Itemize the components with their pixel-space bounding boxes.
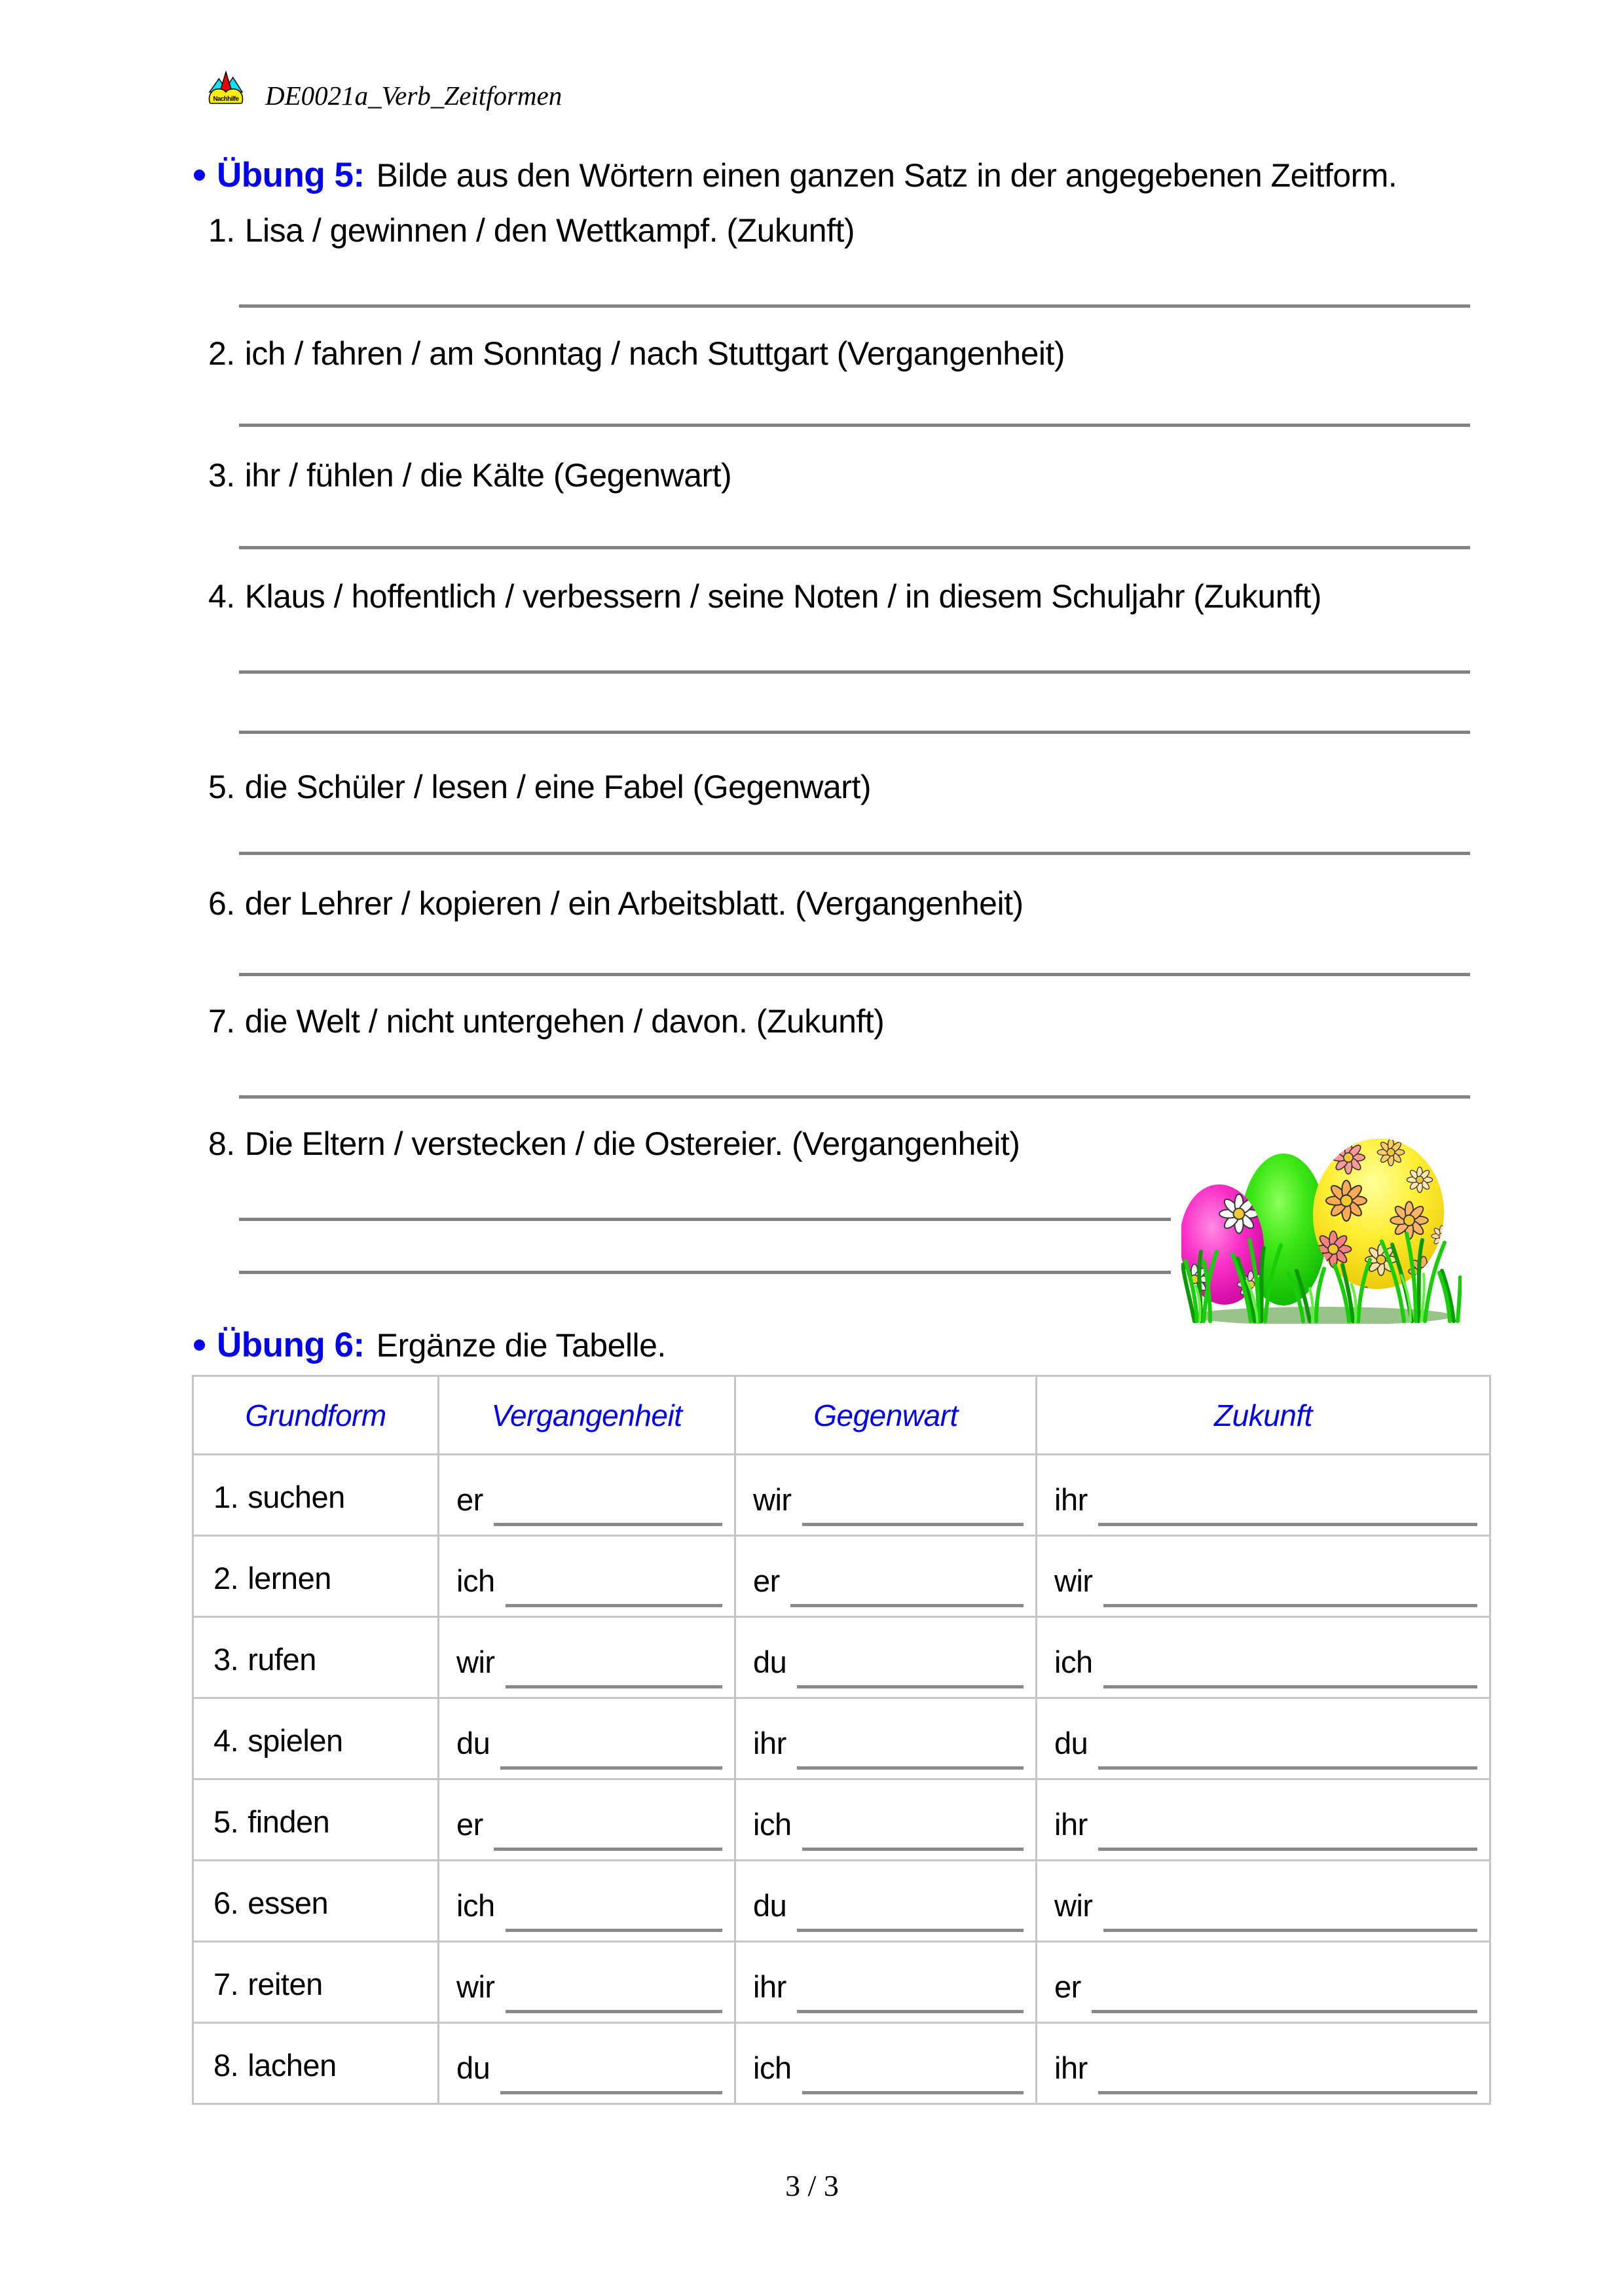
bullet-icon [194, 1339, 205, 1351]
fill-in-blank [797, 2010, 1024, 2013]
exercise5-label: Übung 5: [217, 156, 365, 194]
table-row: 5. finden er ich ihr [193, 1779, 1490, 1861]
fill-in-blank [1103, 1604, 1477, 1607]
document-title: DE0021a_Verb_Zeitformen [265, 81, 563, 111]
exercise6-label: Übung 6: [217, 1326, 365, 1364]
column-header: Vergangenheit [439, 1376, 735, 1455]
fill-in-blank [802, 2091, 1024, 2094]
fill-in-blank [506, 2010, 722, 2013]
exercise5-item-3: 3. ihr / fühlen / die Kälte (Gegenwart) [208, 457, 732, 494]
answer-line [239, 546, 1470, 549]
fill-in-blank [506, 1604, 722, 1607]
fill-in-blank [494, 1848, 722, 1851]
fill-in-blank [802, 1848, 1024, 1851]
table-row: 3. rufen wir du ich [193, 1617, 1490, 1698]
fill-in-blank [506, 1685, 722, 1688]
fill-in-blank [790, 1604, 1024, 1607]
easter-eggs-image [1181, 1137, 1462, 1324]
fill-in-blank [797, 1766, 1024, 1770]
exercise5-heading [194, 155, 1397, 195]
table-row: 2. lernen ich er wir [193, 1536, 1490, 1617]
answer-line [239, 1095, 1470, 1099]
exercise5-item-8: 8. Die Eltern / verstecken / die Ostereier. (Vergangenheit) [208, 1125, 1020, 1162]
fill-in-blank [506, 1929, 722, 1932]
table-row: 1. suchen er wir ihr [193, 1455, 1490, 1536]
table-row: 6. essen ich du wir [193, 1861, 1490, 1942]
conjugation-table [192, 1375, 1491, 2105]
logo-text: Nachhilfe [213, 95, 239, 103]
table-row: 7. reiten wir ihr er [193, 1942, 1490, 2023]
answer-line [239, 852, 1470, 855]
exercise5-item-7: 7. die Welt / nicht untergehen / davon. (Zukunft) [208, 1003, 885, 1040]
column-header: Grundform [193, 1376, 439, 1455]
column-header: Gegenwart [735, 1376, 1037, 1455]
fill-in-blank [1098, 1848, 1477, 1851]
nachhilfe-logo [207, 71, 245, 104]
fill-in-blank [1098, 1523, 1477, 1526]
exercise5-instruction: Bilde aus den Wörtern einen ganzen Satz in der angegebenen Zeitform. [376, 156, 1397, 194]
fill-in-blank [1103, 1685, 1477, 1688]
column-header: Zukunft [1037, 1376, 1490, 1455]
exercise5-item-1: 1. Lisa / gewinnen / den Wettkampf. (Zukunft) [208, 212, 855, 249]
table-header-row [193, 1376, 1490, 1455]
fill-in-blank [1098, 2091, 1477, 2094]
answer-line [239, 973, 1470, 976]
table-row: 8. lachen du ich ihr [193, 2023, 1490, 2104]
answer-line [239, 424, 1470, 427]
exercise5-item-6: 6. der Lehrer / kopieren / ein Arbeitsblatt. (Vergangenheit) [208, 885, 1024, 922]
fill-in-blank [500, 2091, 722, 2094]
answer-line [239, 304, 1470, 308]
answer-line [239, 1271, 1171, 1274]
fill-in-blank [802, 1523, 1024, 1526]
fill-in-blank [797, 1929, 1024, 1932]
exercise5-item-5: 5. die Schüler / lesen / eine Fabel (Gegenwart) [208, 769, 871, 805]
table-row: 4. spielen du ihr du [193, 1698, 1490, 1779]
bullet-icon [194, 170, 205, 181]
fill-in-blank [1098, 1766, 1477, 1770]
fill-in-blank [797, 1685, 1024, 1688]
answer-line [239, 1218, 1171, 1221]
answer-line [239, 670, 1470, 674]
answer-line [239, 731, 1470, 734]
fill-in-blank [500, 1766, 722, 1770]
exercise6-heading [194, 1325, 666, 1365]
fill-in-blank [1103, 1929, 1477, 1932]
page-number: 3 / 3 [785, 2169, 839, 2202]
fill-in-blank [1092, 2010, 1477, 2013]
exercise6-instruction: Ergänze die Tabelle. [376, 1326, 666, 1364]
exercise5-item-2: 2. ich / fahren / am Sonntag / nach Stuttgart (Vergangenheit) [208, 335, 1065, 372]
fill-in-blank [494, 1523, 722, 1526]
exercise5-item-4: 4. Klaus / hoffentlich / verbessern / seine Noten / in diesem Schuljahr (Zukunft) [208, 578, 1321, 615]
